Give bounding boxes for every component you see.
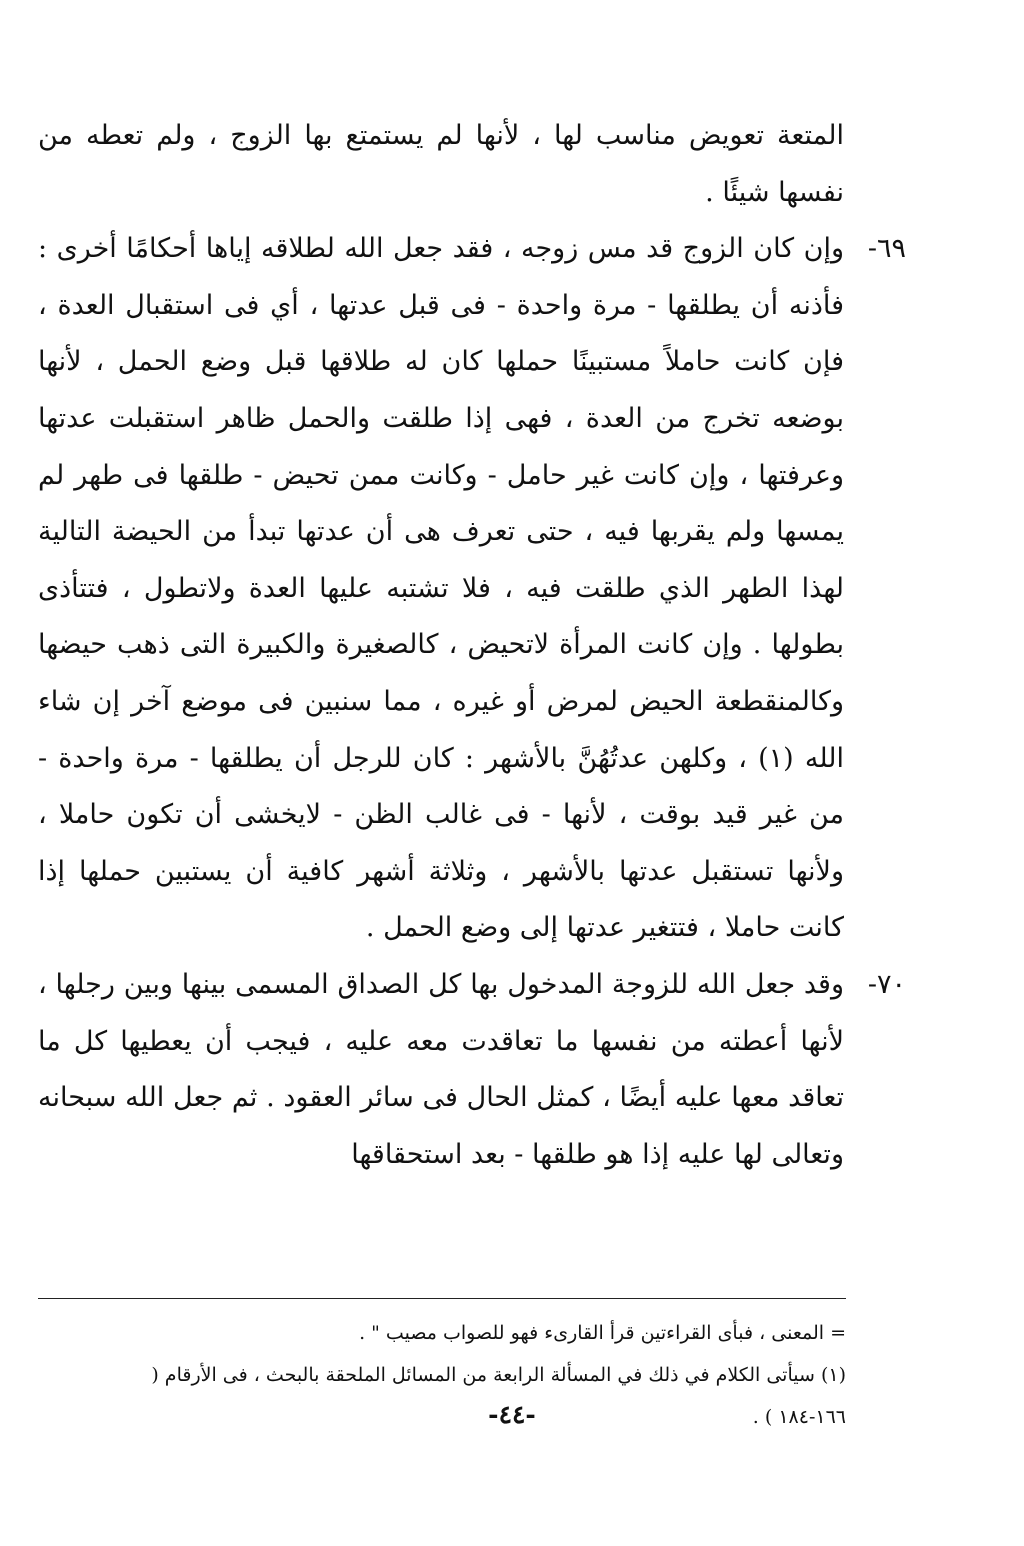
paragraph-number: ٦٩-: [867, 233, 906, 265]
footnote-divider: [38, 1298, 846, 1299]
paragraph-text: المتعة تعويض مناسب لها ، لأنها لم يستمتع بها الزوج ، ولم تعطه من نفسها شيئًا .: [38, 120, 844, 208]
body-text: [38, 108, 906, 1183]
paragraph-70: [38, 957, 906, 1183]
page-number: -٤٤-: [488, 1400, 536, 1429]
paragraph-text: وإن كان الزوج قد مس زوجه ، فقد جعل الله لطلاقه إياها أحكامًا أخرى : فأذنه أن يطلقها - مرة واحدة - فى قبل عدتها ، أي فى استقبال العدة ، فإن كانت حاملاً مستبينًا حملها كان له طلاقها قبل وضع الحمل ، لأنها بوضعه تخرج من العدة ، فهى إذا طلقت والحمل ظاهر استقبلت عدتها وعرفتها ، وإن كانت غير حامل - وكانت ممن تحيض - طلقها فى طهر لم يمسها ولم يقربها فيه ، حتى تعرف هى أن عدتها تبدأ من الحيضة التالية لهذا الطهر الذي طلقت فيه ، فلا تشتبه عليها العدة ولاتطول ، فتتأذى بطولها . وإن كانت المرأة لاتحيض ، كالصغيرة والكبيرة التى ذهب حيضها وكالمنقطعة الحيض لمرض أو غيره ، مما سنبين فى موضع آخر إن شاء الله (١) ، وكلهن عدتُهُنَّ بالأشهر : كان للرجل أن يطلقها - مرة واحدة - من غير قيد بوقت ، لأنها - فى غالب الظن - لايخشى أن تكون حاملا ، ولأنها تستقبل عدتها بالأشهر ، وثلاثة أشهر كافية أن يستبين حملها إذا كانت حاملا ، فتتغير عدتها إلى وضع الحمل .: [38, 233, 845, 944]
paragraph-number: ٧٠-: [867, 968, 906, 1000]
paragraph-69: [38, 221, 906, 957]
paragraph-continuation: [38, 108, 844, 221]
paragraph-text: وقد جعل الله للزوجة المدخول بها كل الصداق المسمى بينها وبين رجلها ، لأنها أعطته من نفسها ما تعاقدت معه عليه ، فيجب أن يعطيها كل ما تعاقد معها عليه أيضًا ، كمثل الحال فى سائر العقود . ثم جعل الله سبحانه وتعالى لها عليه إذا هو طلقها - بعد استحقاقها: [38, 968, 844, 1170]
footnote-continuation: = المعنى ، فبأى القراءتين قرأ القارىء فهو للصواب مصيب " .: [359, 1322, 846, 1344]
footnote-1: (١) سيأتى الكلام في ذلك في المسألة الرابعة من المسائل الملحقة بالبحث ، فى الأرقام ( ١٦٦-١٨٤ ) .: [151, 1364, 846, 1428]
